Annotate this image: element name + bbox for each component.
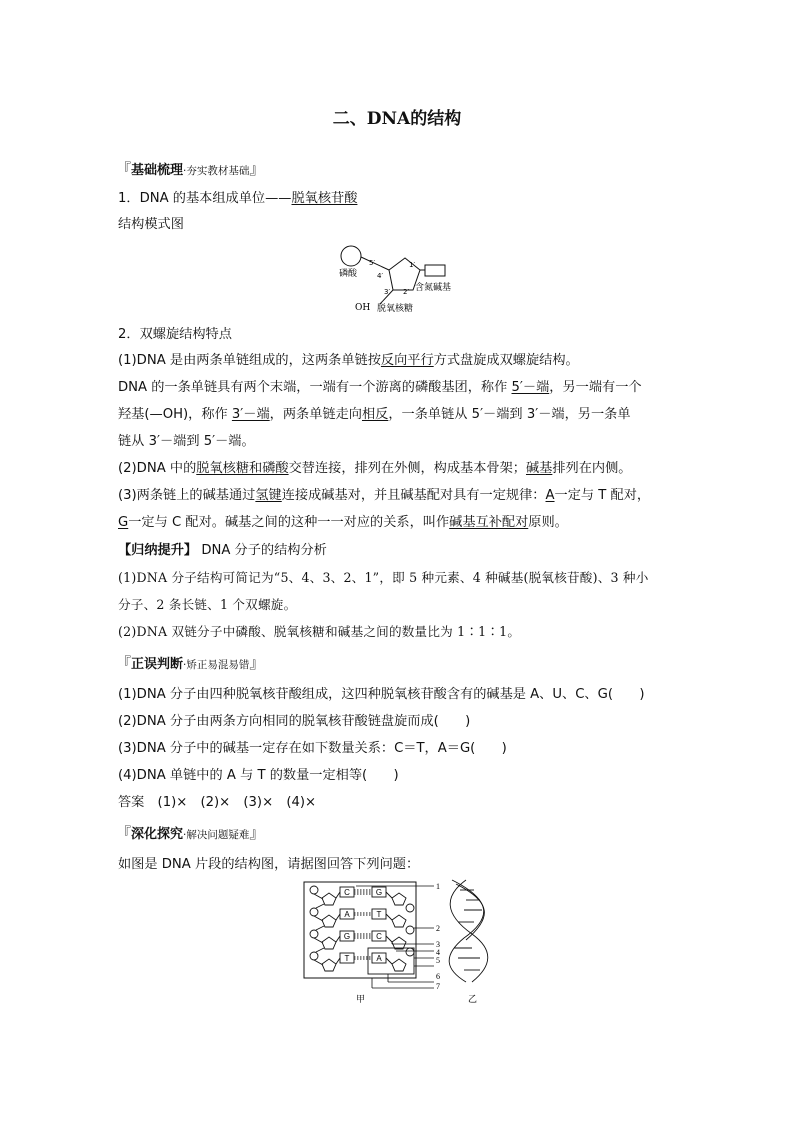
- left-base: T: [344, 954, 350, 963]
- right-base: T: [376, 910, 382, 919]
- svg-text:2′: 2′: [403, 288, 410, 296]
- section-header-explore: 『深化探究·解决问题疑难』: [116, 824, 265, 842]
- svg-text:1′: 1′: [409, 261, 416, 269]
- section-header-basics: 『基础梳理·夯实教材基础』: [116, 160, 265, 178]
- label-number: 6: [436, 972, 440, 981]
- page-title: 二、DNA的结构: [332, 109, 462, 129]
- summary-line-1: (1)DNA 分子结构可简记为“5、4、3、2、1”，即 5 种元素、4 种碱基(脱氧核苷酸)、3 种小: [118, 570, 649, 585]
- paragraph-8: (3)两条链上的碱基通过氢键连接成碱基对，并且碱基配对具有一定规律：A一定与 T 配对，: [118, 488, 651, 503]
- left-backbone: [310, 886, 340, 971]
- question-2: (2)DNA 分子由两条方向相同的脱氧核苷酸链盘旋而成( ): [118, 714, 471, 729]
- paragraph-14: 如图是 DNA 片段的结构图，请据图回答下列问题：: [118, 857, 420, 872]
- dna-structure-figure: [296, 878, 496, 1008]
- label-number: 2: [436, 924, 440, 933]
- paragraph-5: 羟基(—OH)，称作 3′－端，两条单链走向相反，一条单链从 5′－端到 3′－端，另一条单: [118, 407, 631, 422]
- paragraph-3: (1)DNA 是由两条单链组成的，这两条单链按反向平行方式盘旋成双螺旋结构。: [118, 353, 579, 368]
- paragraph-1: 1．DNA 的基本组成单位——脱氧核苷酸: [118, 191, 358, 206]
- left-base: G: [343, 932, 351, 941]
- svg-text:5′: 5′: [369, 259, 376, 267]
- sugar-label: 脱氧核糖: [377, 304, 414, 314]
- question-1: (1)DNA 分子由四种脱氧核苷酸组成，这四种脱氧核苷酸含有的碱基是 A、U、C、G( ): [118, 687, 645, 702]
- paragraph-2: 2．双螺旋结构特点: [118, 327, 232, 342]
- double-helix: [449, 880, 488, 982]
- nucleotide-diagram: [335, 240, 465, 318]
- label-number: 4: [436, 948, 440, 957]
- phosphate-label: 磷酸: [339, 269, 358, 279]
- paragraph-4: DNA 的一条单链具有两个末端，一端有一个游离的磷酸基团，称作 5′－端，另一端有一个: [118, 380, 642, 395]
- right-backbone: [386, 892, 414, 971]
- label-number: 7: [436, 982, 440, 991]
- paragraph-7: (2)DNA 中的脱氧核糖和磷酸交替连接，排列在外侧，构成基本骨架；碱基排列在内侧。: [118, 461, 632, 476]
- summary-line-3: (2)DNA 双链分子中磷酸、脱氧核糖和碱基之间的数量比为 1∶1∶1。: [118, 624, 521, 639]
- paragraph-6: 链从 3′－端到 5′－端。: [118, 434, 255, 449]
- left-base: C: [344, 888, 350, 897]
- base-label: 含氮碱基: [415, 283, 452, 293]
- svg-text:4′: 4′: [377, 272, 384, 280]
- label-number: 3: [436, 940, 440, 949]
- label-number: 5: [436, 956, 440, 965]
- label-number: 1: [436, 882, 440, 891]
- summary-heading: 【归纳提升】 DNA 分子的结构分析: [118, 543, 327, 558]
- label-yi: 乙: [468, 995, 478, 1005]
- summary-line-2: 分子、2 条长链、1 个双螺旋。: [118, 597, 297, 612]
- question-3: (3)DNA 分子中的碱基一定存在如下数量关系：C＝T，A＝G( ): [118, 741, 507, 756]
- right-base: G: [375, 888, 383, 897]
- paragraph-9: G一定与 C 配对。碱基之间的这种一一对应的关系，叫作碱基互补配对原则。: [118, 515, 568, 530]
- question-4: (4)DNA 单链中的 A 与 T 的数量一定相等( ): [118, 768, 399, 783]
- right-base: A: [376, 954, 382, 963]
- answer-line: 答案 (1)× (2)× (3)× (4)×: [118, 795, 317, 810]
- right-base: C: [376, 932, 382, 941]
- label-jia: 甲: [356, 995, 366, 1005]
- paragraph-1b: 结构模式图: [118, 217, 184, 232]
- svg-text:3′: 3′: [384, 288, 391, 296]
- section-header-judgment: 『正误判断·矫正易混易错』: [116, 654, 265, 672]
- oh-label: OH: [355, 303, 371, 313]
- left-base: A: [344, 910, 350, 919]
